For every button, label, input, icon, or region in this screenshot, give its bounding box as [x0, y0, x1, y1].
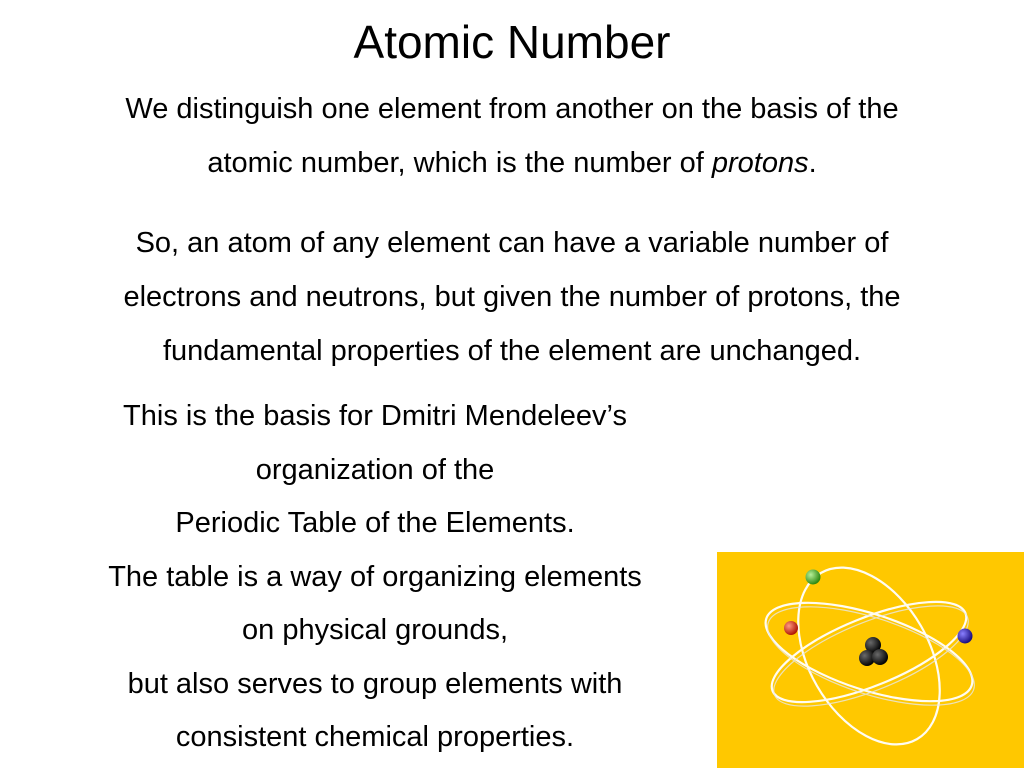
paragraph3-line2: organization of the	[255, 453, 495, 486]
electron-green	[806, 570, 821, 585]
paragraph3-line5: on physical grounds,	[242, 614, 508, 646]
slide-title: Atomic Number	[353, 16, 671, 68]
paragraph1-line2-text: atomic number, which is the number of	[207, 147, 712, 179]
paragraph3-line7: consistent chemical properties.	[175, 721, 575, 753]
paragraph-mendeleev-periodic-table	[40, 390, 710, 765]
nucleus	[859, 637, 888, 666]
electron-blue	[958, 629, 973, 644]
atom-illustration	[717, 552, 1024, 768]
atom-icon	[717, 552, 1024, 768]
paragraph2-line2: electrons and neutrons, but given the number of protons, the	[123, 281, 901, 313]
paragraph1-line1: We distinguish one element from another on the basis of the	[125, 93, 899, 125]
paragraph2-line3: fundamental properties of the element are unchanged.	[162, 335, 862, 367]
paragraph1-line2	[30, 136, 994, 190]
paragraph3-line1: This is the basis for Dmitri Mendeleev’s	[123, 400, 627, 432]
paragraph-atomic-number-definition	[30, 82, 994, 190]
paragraph1-line2-period: .	[808, 147, 817, 179]
paragraph-variable-electrons-neutrons	[30, 216, 994, 378]
paragraph2-line1: So, an atom of any element can have a variable number of	[135, 227, 889, 259]
paragraph3-line3: Periodic Table of the Elements.	[175, 507, 575, 539]
paragraph3-line6: but also serves to group elements with	[127, 667, 623, 700]
protons-emphasis: protons	[711, 147, 809, 179]
paragraph3-line4: The table is a way of organizing elements	[108, 560, 642, 593]
electron-red	[784, 621, 798, 635]
